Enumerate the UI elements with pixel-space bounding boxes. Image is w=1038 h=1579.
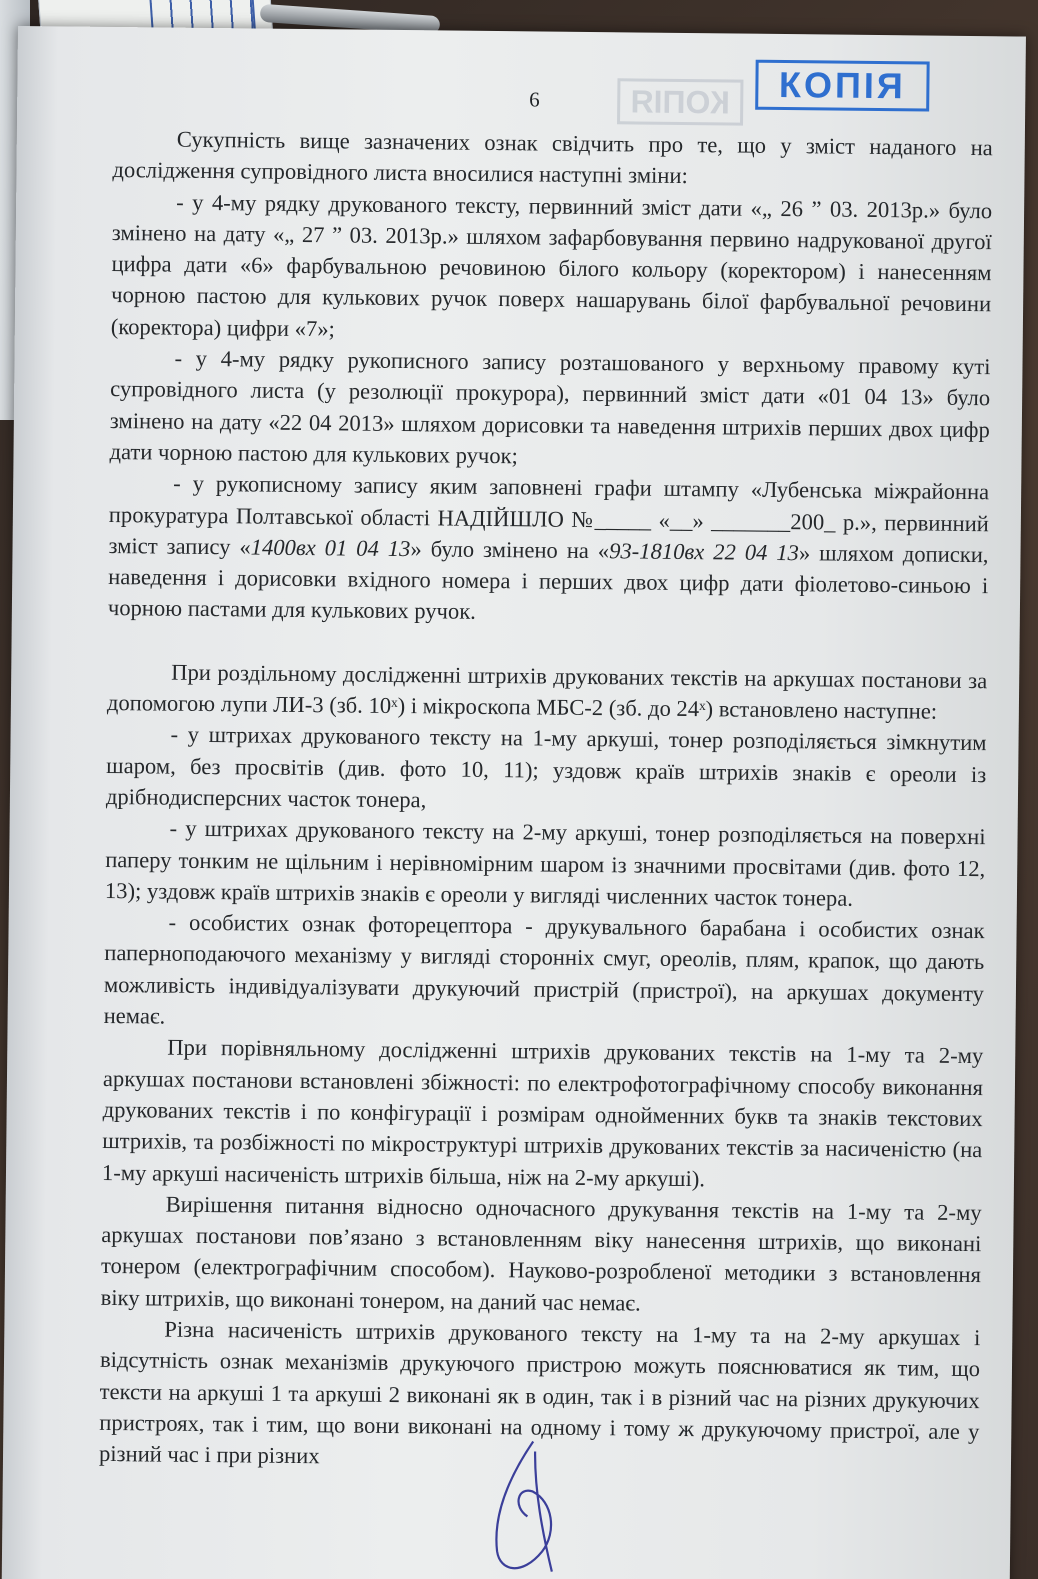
document-page	[2, 26, 1026, 1579]
list-item: - у 4-му рядку друкованого тексту, первинний зміст дати «„ 26 ” 03. 2013р.» було змінено на дату «„ 27 ” 03. 2013р.» шляхом зафарбовування первино надрукованої другої цифра дати «6» фарбувальною речовиною білого кольору (коректором) і нанесенням чорною пастою для кулькових ручок поверх нашарувань білої фарбувальної речовини (коректора) цифри «7»;	[110, 189, 993, 342]
changed-entry: 93-1810вх 22 04 13	[609, 538, 800, 566]
paragraph: При порівняльному дослідженні штрихів друкованих текстів на 1-му та 2-му аркушах постанови встановлені збіжності: по електрофотографічному способу виконання друкованих текстів і по конфігурації і розмірам однойменних букв та знаків текстових штрихів, та розбіжності по мікроструктурі штрихів друкованих текстів за насиченістю (на 1-му аркуші насиченість штрихів більша, ніж на 2-му аркуші).	[101, 1034, 984, 1191]
paragraph: При роздільному дослідженні штрихів друкованих текстів на аркушах постанови за допомогою лупи ЛИ-3 (зб. 10ˣ) і мікроскопа МБС-2 (зб. до 24ˣ) встановлено наступне:	[106, 659, 988, 724]
paragraph: Сукупність вище зазначених ознак свідчить про те, що у зміст наданого на дослідження супровідного листа вносилися наступні зміни:	[112, 126, 993, 189]
list-item: - особистих ознак фоторецептора - друкувального барабана і особистих ознак паперноподаючого механізму у вигляді сторонніх смуг, ореолів, плям, крапок, що дають можливість індивідуалізувати друкуючий пристрій (пристрої), на аркушах документу немає.	[103, 909, 985, 1029]
paragraph: Вирішення питання відносно одночасного друкування текстів на 1-му та 2-му аркушах постанови пов’язано з встановленням віку нанесення штрихів, що виконані тонером (електрографічним способом). Науково-розробленої методики з встановлення віку штрихів, що виконані тонером, на даний час немає.	[100, 1191, 982, 1316]
list-item: - у 4-му рядку рукописного запису розташованого у верхньому правому куті супровідного листа (у резолюції прокурора), первинний зміст дати «01 04 13» було змінено на дату «22 04 2013» шляхом дорисовки та наведення штрихів перших двох цифр дати чорною пастою для кулькових ручок;	[109, 345, 991, 469]
ghost-stamp: КОПІЯ	[617, 78, 743, 125]
stamp-description: - у рукописному запису яким заповнені графи штампу «Лубенська міжрайонна прокуратура Полтавської області НАДІЙШЛО №_____ «__» _______200_ р.»,	[108, 470, 990, 535]
list-item: - у штрихах друкованого тексту на 1-му аркуші, тонер розподіляється зімкнутим шаром, без просвітів (див. фото 10, 11); уздовж країв штрихів знаків є ореоли із дрібнодисперсних часток тонера,	[105, 721, 987, 813]
page-number: 6	[529, 87, 540, 112]
paragraph: Різна насиченість штрихів друкованого тексту на 1-му та на 2-му аркушах і відсутність ознак механізмів друкуючого пристрою можуть пояснюватися як тим, що тексти на аркуші 1 та аркуші 2 виконані як в один, так і в різний час на різних друкуючих пристроях, так і тим, що вони виконані на одному і тому ж друкуючому пристрої, але у різний час і при різних	[98, 1316, 981, 1469]
copy-stamp: КОПІЯ	[755, 60, 930, 112]
list-item: - у рукописному запису яким заповнені графи штампу «Лубенська міжрайонна прокуратура Полтавської області НАДІЙШЛО №_____ «__» _______200_ р.», первинний зміст запису «1400вх 01 04 13» було змінено на «93-1810вх 22 04 13» шляхом дописки, наведення і дорисовки вхідного номера і перших двох цифр дати фіолетово-синьою і чорною пастами для кулькових ручок.	[107, 470, 990, 625]
document-body	[99, 123, 993, 1479]
list-item: - у штрихах друкованого тексту на 2-му аркуші, тонер розподіляється на поверхні паперу тонким не щільним і нерівномірним шаром із значними просвітами (див. фото 12, 13); уздовж країв штрихів знаків є ореоли у вигляді численних часток тонера.	[104, 815, 986, 911]
original-entry: 1400вх 01 04 13	[250, 534, 411, 561]
handwritten-signature	[472, 1431, 594, 1579]
